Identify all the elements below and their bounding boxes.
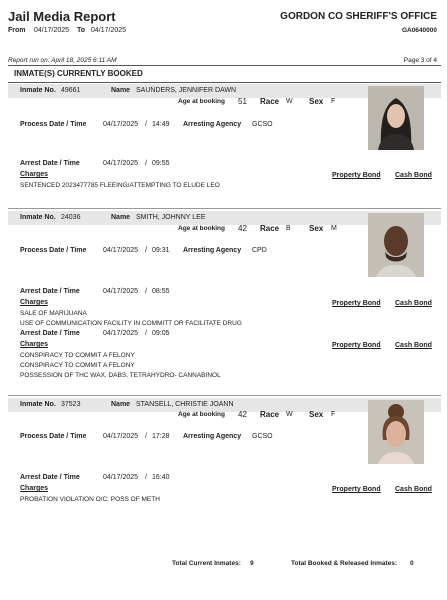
arrest-label: Arrest Date / Time [20, 330, 80, 337]
section-title: INMATE(S) CURRENTLY BOOKED [14, 69, 143, 78]
cash-bond-heading: Cash Bond [395, 342, 432, 349]
arrest-date: 04/17/2025 [103, 474, 139, 481]
inmate-sex: M [331, 225, 337, 232]
race-label: Race [260, 224, 280, 233]
arrest-label: Arrest Date / Time [20, 160, 80, 167]
inmate-divider [8, 395, 441, 396]
inmate-sex: F [331, 98, 336, 105]
process-label: Process Date / Time [20, 121, 87, 128]
arrest-label: Arrest Date / Time [20, 474, 80, 481]
property-bond-heading: Property Bond [332, 486, 381, 493]
age-label: Age at booking [178, 98, 225, 105]
inmate-race: W [286, 98, 293, 105]
total-booked-label: Total Booked & Released Inmates: [291, 560, 398, 567]
agency-label: Arresting Agency [183, 121, 242, 128]
agency-label: Arresting Agency [183, 433, 242, 440]
process-time: 14:49 [152, 121, 170, 128]
charge-line: CONSPIRACY TO COMMIT A FELONY [20, 362, 135, 369]
name-label: Name [111, 401, 131, 408]
inmate-number: 49661 [61, 87, 81, 94]
process-time: 09:31 [152, 247, 170, 254]
inmate-age: 42 [238, 224, 247, 233]
charge-line: POSSESSION OF THC WAX, DABS, TETRAHYDRO- CANNABINOL [20, 372, 221, 379]
sex-label: Sex [309, 97, 324, 106]
cash-bond-heading: Cash Bond [395, 172, 432, 179]
inmate-photo [368, 86, 424, 150]
to-label: To [77, 27, 86, 34]
process-date: 04/17/2025 [103, 247, 139, 254]
slash: / [145, 247, 147, 254]
slash: / [145, 433, 147, 440]
charge-line: CONSPIRACY TO COMMIT A FELONY [20, 352, 135, 359]
from-label: From [8, 27, 26, 34]
process-time: 17:28 [152, 433, 170, 440]
slash: / [145, 330, 147, 337]
process-date: 04/17/2025 [103, 121, 139, 128]
charges-heading: Charges [20, 171, 49, 178]
total-booked-value: 0 [410, 560, 414, 567]
arrest-date: 04/17/2025 [103, 330, 139, 337]
charge-line: PROBATION VIOLATION O/C: POSS OF METH [20, 496, 160, 503]
arresting-agency: GCSO [252, 433, 273, 440]
arrest-date: 04/17/2025 [103, 160, 139, 167]
arrest-time: 16:40 [152, 474, 170, 481]
inmate-photo [368, 213, 424, 277]
agency-label: Arresting Agency [183, 247, 242, 254]
cash-bond-heading: Cash Bond [395, 486, 432, 493]
inmate-race: W [286, 411, 293, 418]
section-bottom-rule [8, 82, 441, 83]
arresting-agency: GCSO [252, 121, 273, 128]
race-label: Race [260, 410, 280, 419]
charge-line: SALE OF MARIJUANA [20, 310, 87, 317]
inmate-age: 42 [238, 410, 247, 419]
to-date: 04/17/2025 [91, 27, 127, 34]
charges-heading: Charges [20, 341, 49, 348]
race-label: Race [260, 97, 280, 106]
arrest-date: 04/17/2025 [103, 288, 139, 295]
arresting-agency: CPD [252, 247, 267, 254]
age-label: Age at booking [178, 411, 225, 418]
total-current-value: 9 [250, 560, 254, 567]
arrest-time: 09:55 [152, 160, 170, 167]
inmate-number: 24036 [61, 214, 81, 221]
slash: / [145, 288, 147, 295]
inmate-name: SMITH, JOHNNY LEE [136, 214, 206, 221]
name-label: Name [111, 87, 131, 94]
from-date: 04/17/2025 [34, 27, 70, 34]
charge-line: SENTENCED 2023477785 FLEEING/ATTEMPTING TO ELUDE LEO [20, 182, 220, 189]
sex-label: Sex [309, 410, 324, 419]
process-label: Process Date / Time [20, 433, 87, 440]
inmate-age: 51 [238, 97, 247, 106]
slash: / [145, 474, 147, 481]
cash-bond-heading: Cash Bond [395, 300, 432, 307]
report-title: Jail Media Report [8, 9, 116, 24]
slash: / [145, 121, 147, 128]
inmate-photo [368, 400, 424, 464]
age-label: Age at booking [178, 225, 225, 232]
arrest-label: Arrest Date / Time [20, 288, 80, 295]
charges-heading: Charges [20, 485, 49, 492]
sex-label: Sex [309, 224, 324, 233]
process-label: Process Date / Time [20, 247, 87, 254]
property-bond-heading: Property Bond [332, 300, 381, 307]
property-bond-heading: Property Bond [332, 172, 381, 179]
inmate-no-label: Inmate No. [20, 87, 56, 94]
report-run-on: Report run on: April 18, 2025 6:11 AM [8, 57, 117, 64]
inmate-no-label: Inmate No. [20, 214, 56, 221]
arrest-time: 09:05 [152, 330, 170, 337]
inmate-no-label: Inmate No. [20, 401, 56, 408]
inmate-name: STANSELL, CHRISTIE JOANN [136, 401, 234, 408]
process-date: 04/17/2025 [103, 433, 139, 440]
inmate-name: SAUNDERS, JENNIFER DAWN [136, 87, 237, 94]
page-number: Page 3 of 4 [403, 57, 437, 64]
total-current-label: Total Current Inmates: [172, 560, 241, 567]
arrest-time: 08:55 [152, 288, 170, 295]
section-top-rule [8, 65, 441, 66]
name-label: Name [111, 214, 131, 221]
sheriff-office-name: GORDON CO SHERIFF'S OFFICE [280, 11, 437, 22]
inmate-race: B [286, 225, 291, 232]
slash: / [145, 160, 147, 167]
property-bond-heading: Property Bond [332, 342, 381, 349]
charge-line: USE OF COMMUNICATION FACILITY IN COMMITT OR FACILITATE DRUG [20, 320, 242, 327]
inmate-sex: F [331, 411, 336, 418]
inmate-divider [8, 208, 441, 209]
inmate-number: 37523 [61, 401, 81, 408]
ori-code: GA0640000 [401, 27, 437, 34]
charges-heading: Charges [20, 299, 49, 306]
